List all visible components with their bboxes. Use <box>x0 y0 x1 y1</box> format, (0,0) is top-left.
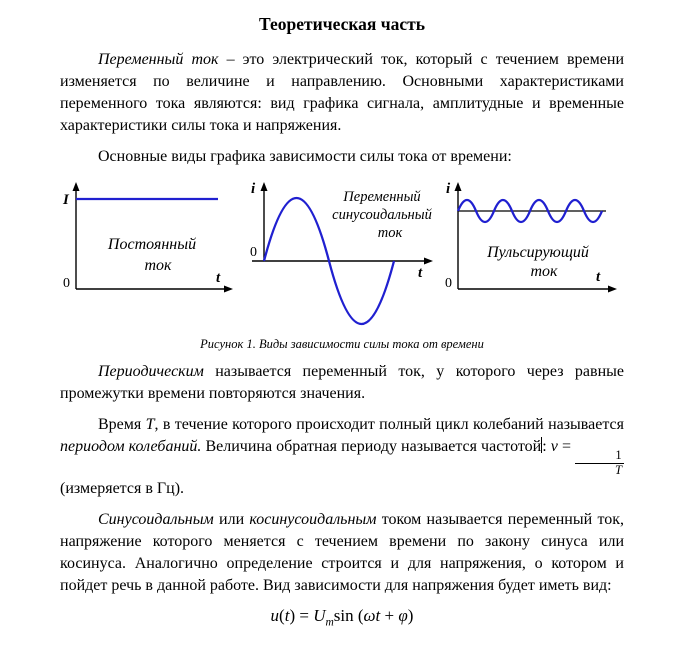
text-run: ) <box>407 605 414 625</box>
text-run: + <box>380 605 399 625</box>
term-cosinusoidal: косинусоидальным <box>249 510 377 528</box>
voltage-formula <box>60 606 624 628</box>
math-var-t: t <box>284 605 290 625</box>
paragraph-sinusoidal <box>60 509 624 597</box>
page-title: Теоретическая часть <box>259 14 425 34</box>
y-axis-arrow-icon <box>455 182 462 191</box>
x-axis-label: t <box>418 265 423 281</box>
paragraph-intro <box>60 49 624 137</box>
term-period: периодом колебаний. <box>60 438 202 455</box>
curve-label-line1: Постоянный <box>107 236 197 253</box>
y-axis-label: I <box>63 192 69 208</box>
graph-sine-current <box>242 177 438 335</box>
text-run: ) = <box>289 605 314 625</box>
math-func-sin: sin <box>333 605 358 625</box>
math-var-phi: φ <box>398 605 408 625</box>
text-run: или <box>213 510 250 528</box>
math-sub-m: m <box>325 615 334 628</box>
x-axis-arrow-icon <box>224 286 233 293</box>
fraction-one-over-T <box>575 449 624 478</box>
text-run: – это электрический ток, который с течением времени изменяется по величине и направлению. Основными характеристиками переменного тока являются: вид графика сигнала, амплитудные и временные характеристики силы тока и напряжения. <box>60 51 624 134</box>
paragraph-periodic <box>60 361 624 405</box>
curve-label-line3: ток <box>377 225 403 241</box>
figure-graphs <box>60 177 624 335</box>
text-run: : <box>542 438 551 455</box>
origin-label: 0 <box>250 245 257 260</box>
math-var-u: u <box>270 605 280 625</box>
x-axis-arrow-icon <box>424 258 433 265</box>
fraction-numerator: 1 <box>615 448 622 462</box>
math-var-nu: ν <box>550 438 558 455</box>
text-run: называется переменный ток, у которого через равные промежутки времени повторяются значения. <box>60 363 624 402</box>
y-axis-label: i <box>251 181 256 197</box>
text-run: , в течение которого происходит полный цикл колебаний называется <box>154 416 625 433</box>
text-run: (измеряется в Гц). <box>60 479 185 497</box>
graph-dc-current <box>60 177 238 295</box>
text-run: Величина обратная периоду называется частотой <box>201 438 542 455</box>
graph-pulsating-current <box>442 177 624 295</box>
curve-label-line2: ток <box>144 257 172 274</box>
math-var-T: T <box>145 416 155 433</box>
math-var-omega-t: ωt <box>363 605 381 625</box>
paragraph-graph-types: Основные виды графика зависимости силы тока от времени: <box>98 148 512 165</box>
origin-label: 0 <box>63 276 70 291</box>
text-run: ( <box>357 605 364 625</box>
y-axis-arrow-icon <box>261 182 268 191</box>
math-var-Um: U <box>313 605 326 625</box>
text-run: Время <box>98 416 146 433</box>
text-run: током называется переменный ток, напряжение которого меняется с течением времени по закону синуса или косинуса. Аналогично определение строится и для напряжения, о котором и пойдет речь в данной работе. Вид зависимости для напряжения будет иметь вид: <box>60 510 624 594</box>
origin-label: 0 <box>445 276 452 291</box>
text-run: ( <box>279 605 285 625</box>
term-sinusoidal: Синусоидальным <box>98 510 214 528</box>
text-run: = <box>557 438 576 455</box>
x-axis-label: t <box>596 269 601 285</box>
paragraph-period-frequency <box>60 414 624 500</box>
y-axis-arrow-icon <box>73 182 80 191</box>
curve-label-line2: синусоидальный <box>332 207 432 223</box>
curve-label-line1: Пульсирующий <box>487 244 589 261</box>
y-axis-label: i <box>446 181 451 197</box>
x-axis-arrow-icon <box>608 286 617 293</box>
figure-caption: Рисунок 1. Виды зависимости силы тока от времени <box>200 337 484 351</box>
curve-label-line1: Переменный <box>343 189 421 205</box>
fraction-denominator: T <box>575 463 624 478</box>
term-alternating-current: Переменный ток <box>98 51 219 68</box>
curve-label-line2: ток <box>530 263 558 280</box>
x-axis-label: t <box>216 270 221 286</box>
term-periodic: Периодическим <box>98 363 204 380</box>
